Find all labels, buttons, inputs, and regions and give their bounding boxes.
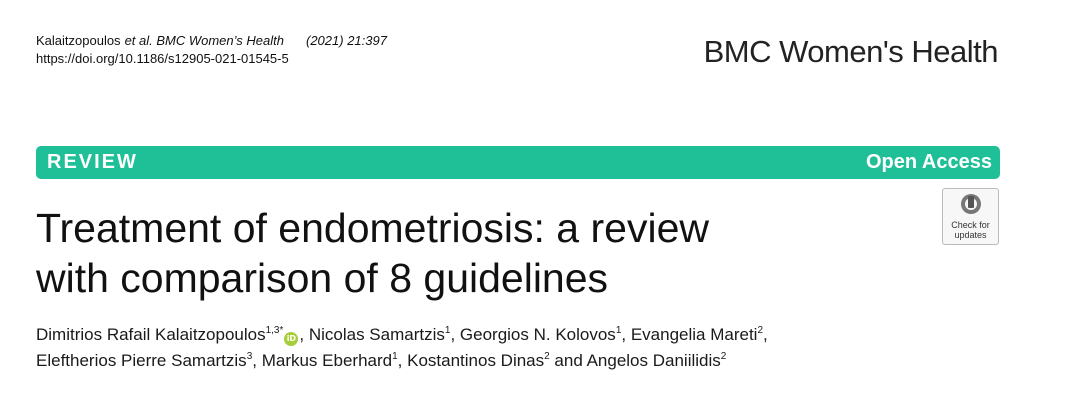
citation-year-volume: (2021) 21:397: [306, 33, 387, 48]
title-line-1: Treatment of endometriosis: a review: [36, 205, 709, 251]
author[interactable]: Georgios N. Kolovos$^1$: [459, 325, 622, 344]
author[interactable]: Nicolas Samartzis$^1$: [308, 325, 451, 344]
affiliation-marker: 2: [757, 325, 764, 336]
orcid-icon[interactable]: iD: [284, 332, 298, 346]
affiliation-marker: 1,3*: [265, 325, 284, 336]
author[interactable]: Eleftherios Pierre Samartzis$^3$: [36, 351, 253, 370]
check-for-updates-icon: [960, 193, 982, 220]
open-access-label: Open Access: [866, 151, 992, 173]
affiliation-marker: 2: [720, 351, 727, 362]
affiliation-marker: 3: [246, 351, 253, 362]
affiliation-marker: 1: [615, 325, 622, 336]
author[interactable]: Angelos Daniilidis$^2$: [586, 351, 727, 370]
check-for-updates-badge[interactable]: [942, 188, 999, 245]
citation-block: [36, 32, 387, 68]
affiliation-marker: 1: [392, 351, 398, 362]
doi-link[interactable]: https://doi.org/10.1186/s12905-021-01545-5: [36, 51, 289, 66]
article-type-label: REVIEW: [47, 151, 138, 173]
article-title: [36, 203, 916, 303]
author[interactable]: Evangelia Mareti$^2$: [630, 325, 764, 344]
citation-author: Kalaitzopoulos: [36, 33, 121, 48]
author[interactable]: Kostantinos Dinas$^2$: [407, 351, 550, 370]
article-type-banner: [36, 146, 1000, 179]
author[interactable]: Dimitrios Rafail Kalaitzopoulos$^{1,3*}$: [36, 325, 284, 344]
check-for-updates-text-2: updates: [954, 230, 987, 240]
affiliation-marker: 2: [544, 351, 550, 362]
check-for-updates-text-1: Check for: [951, 220, 990, 230]
journal-name: BMC Women's Health: [703, 34, 998, 69]
title-line-2: with comparison of 8 guidelines: [36, 255, 609, 301]
affiliation-marker: 1: [444, 325, 451, 336]
citation-journal: et al. BMC Women’s Health: [124, 33, 284, 48]
author-list: Dimitrios Rafail Kalaitzopoulos$^{1,3*}$iD , Nicolas Samartzis$^1$, Georgios N. Kolovos$^1$, Evangelia Mareti$^2$, Eleftherios Pierre Samartzis$^3$, Markus Eberhard$^1$, Kostantinos Dinas$^2$ and Angelos Daniilidis$^2$: [36, 325, 768, 370]
author[interactable]: Markus Eberhard$^1$: [261, 351, 398, 370]
